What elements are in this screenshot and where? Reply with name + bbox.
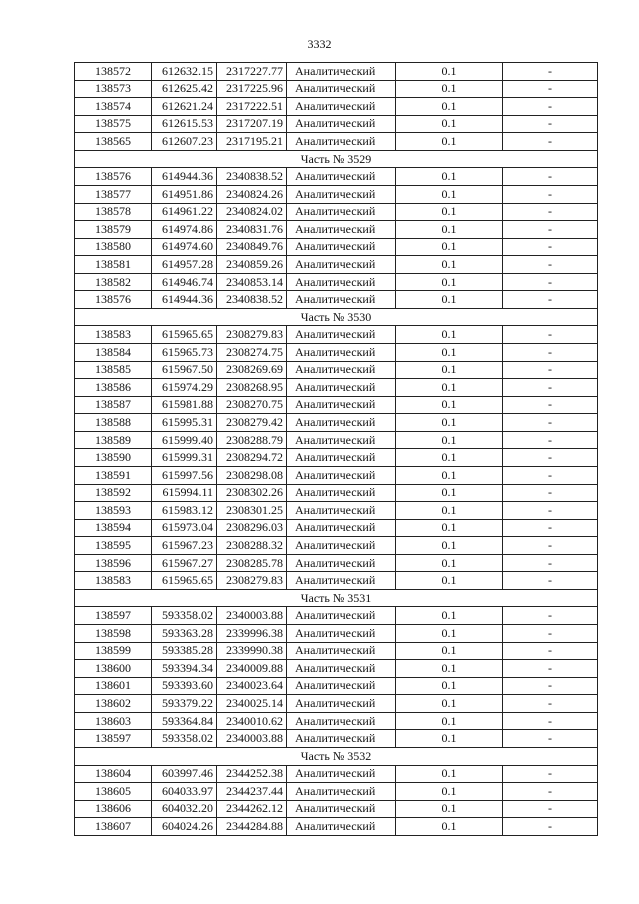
description-cell: - bbox=[503, 203, 598, 221]
y-coordinate-cell: 2344252.38 bbox=[217, 765, 287, 783]
method-cell: Аналитический bbox=[287, 168, 396, 186]
table-row bbox=[75, 203, 598, 221]
method-cell: Аналитический bbox=[287, 98, 396, 116]
method-cell: Аналитический bbox=[287, 344, 396, 362]
description-cell: - bbox=[503, 291, 598, 309]
table-row bbox=[75, 730, 598, 748]
method-cell: Аналитический bbox=[287, 642, 396, 660]
point-number-cell: 138565 bbox=[75, 133, 152, 151]
description-cell: - bbox=[503, 431, 598, 449]
method-cell: Аналитический bbox=[287, 238, 396, 256]
y-coordinate-cell: 2308269.69 bbox=[217, 361, 287, 379]
table-row bbox=[75, 256, 598, 274]
method-cell: Аналитический bbox=[287, 765, 396, 783]
accuracy-cell: 0.1 bbox=[396, 185, 503, 203]
accuracy-cell: 0.1 bbox=[396, 291, 503, 309]
description-cell: - bbox=[503, 800, 598, 818]
description-cell: - bbox=[503, 695, 598, 713]
y-coordinate-cell: 2340831.76 bbox=[217, 221, 287, 239]
x-coordinate-cell: 603997.46 bbox=[152, 765, 217, 783]
accuracy-cell: 0.1 bbox=[396, 168, 503, 186]
x-coordinate-cell: 615965.65 bbox=[152, 326, 217, 344]
accuracy-cell: 0.1 bbox=[396, 203, 503, 221]
x-coordinate-cell: 615981.88 bbox=[152, 396, 217, 414]
accuracy-cell: 0.1 bbox=[396, 256, 503, 274]
x-coordinate-cell: 614974.60 bbox=[152, 238, 217, 256]
y-coordinate-cell: 2339996.38 bbox=[217, 625, 287, 643]
accuracy-cell: 0.1 bbox=[396, 730, 503, 748]
y-coordinate-cell: 2344237.44 bbox=[217, 783, 287, 801]
method-cell: Аналитический bbox=[287, 572, 396, 590]
point-number-cell: 138575 bbox=[75, 115, 152, 133]
x-coordinate-cell: 615974.29 bbox=[152, 379, 217, 397]
method-cell: Аналитический bbox=[287, 449, 396, 467]
method-cell: Аналитический bbox=[287, 554, 396, 572]
accuracy-cell: 0.1 bbox=[396, 484, 503, 502]
method-cell: Аналитический bbox=[287, 221, 396, 239]
description-cell: - bbox=[503, 519, 598, 537]
x-coordinate-cell: 612621.24 bbox=[152, 98, 217, 116]
table-row bbox=[75, 695, 598, 713]
description-cell: - bbox=[503, 642, 598, 660]
table-row bbox=[75, 431, 598, 449]
accuracy-cell: 0.1 bbox=[396, 537, 503, 555]
point-number-cell: 138601 bbox=[75, 677, 152, 695]
accuracy-cell: 0.1 bbox=[396, 238, 503, 256]
method-cell: Аналитический bbox=[287, 519, 396, 537]
x-coordinate-cell: 612607.23 bbox=[152, 133, 217, 151]
point-number-cell: 138595 bbox=[75, 537, 152, 555]
description-cell: - bbox=[503, 660, 598, 678]
table-row bbox=[75, 361, 598, 379]
accuracy-cell: 0.1 bbox=[396, 554, 503, 572]
accuracy-cell: 0.1 bbox=[396, 572, 503, 590]
description-cell: - bbox=[503, 414, 598, 432]
description-cell: - bbox=[503, 818, 598, 836]
y-coordinate-cell: 2308294.72 bbox=[217, 449, 287, 467]
method-cell: Аналитический bbox=[287, 379, 396, 397]
method-cell: Аналитический bbox=[287, 291, 396, 309]
point-number-cell: 138574 bbox=[75, 98, 152, 116]
method-cell: Аналитический bbox=[287, 361, 396, 379]
table-row bbox=[75, 502, 598, 520]
description-cell: - bbox=[503, 185, 598, 203]
point-number-cell: 138592 bbox=[75, 484, 152, 502]
point-number-cell: 138597 bbox=[75, 607, 152, 625]
table-row bbox=[75, 519, 598, 537]
point-number-cell: 138585 bbox=[75, 361, 152, 379]
method-cell: Аналитический bbox=[287, 396, 396, 414]
accuracy-cell: 0.1 bbox=[396, 800, 503, 818]
description-cell: - bbox=[503, 625, 598, 643]
y-coordinate-cell: 2340838.52 bbox=[217, 291, 287, 309]
y-coordinate-cell: 2317195.21 bbox=[217, 133, 287, 151]
table-row bbox=[75, 818, 598, 836]
method-cell: Аналитический bbox=[287, 185, 396, 203]
point-number-cell: 138607 bbox=[75, 818, 152, 836]
method-cell: Аналитический bbox=[287, 273, 396, 291]
section-title: Часть № 3529 bbox=[75, 150, 598, 168]
x-coordinate-cell: 615983.12 bbox=[152, 502, 217, 520]
description-cell: - bbox=[503, 379, 598, 397]
accuracy-cell: 0.1 bbox=[396, 63, 503, 81]
table-row bbox=[75, 607, 598, 625]
description-cell: - bbox=[503, 572, 598, 590]
table-row bbox=[75, 660, 598, 678]
point-number-cell: 138591 bbox=[75, 466, 152, 484]
y-coordinate-cell: 2340849.76 bbox=[217, 238, 287, 256]
table-row bbox=[75, 98, 598, 116]
description-cell: - bbox=[503, 396, 598, 414]
table-row bbox=[75, 80, 598, 98]
x-coordinate-cell: 604024.26 bbox=[152, 818, 217, 836]
y-coordinate-cell: 2317225.96 bbox=[217, 80, 287, 98]
section-header-row bbox=[75, 589, 598, 607]
coordinates-table-body bbox=[75, 63, 598, 836]
description-cell: - bbox=[503, 80, 598, 98]
table-row bbox=[75, 133, 598, 151]
accuracy-cell: 0.1 bbox=[396, 783, 503, 801]
x-coordinate-cell: 612615.53 bbox=[152, 115, 217, 133]
point-number-cell: 138596 bbox=[75, 554, 152, 572]
description-cell: - bbox=[503, 537, 598, 555]
y-coordinate-cell: 2317227.77 bbox=[217, 63, 287, 81]
point-number-cell: 138588 bbox=[75, 414, 152, 432]
y-coordinate-cell: 2308296.03 bbox=[217, 519, 287, 537]
accuracy-cell: 0.1 bbox=[396, 642, 503, 660]
x-coordinate-cell: 615965.73 bbox=[152, 344, 217, 362]
point-number-cell: 138606 bbox=[75, 800, 152, 818]
accuracy-cell: 0.1 bbox=[396, 695, 503, 713]
description-cell: - bbox=[503, 361, 598, 379]
description-cell: - bbox=[503, 98, 598, 116]
table-row bbox=[75, 449, 598, 467]
accuracy-cell: 0.1 bbox=[396, 818, 503, 836]
accuracy-cell: 0.1 bbox=[396, 344, 503, 362]
x-coordinate-cell: 614946.74 bbox=[152, 273, 217, 291]
point-number-cell: 138573 bbox=[75, 80, 152, 98]
method-cell: Аналитический bbox=[287, 115, 396, 133]
section-header-row bbox=[75, 308, 598, 326]
description-cell: - bbox=[503, 677, 598, 695]
method-cell: Аналитический bbox=[287, 414, 396, 432]
description-cell: - bbox=[503, 730, 598, 748]
x-coordinate-cell: 604032.20 bbox=[152, 800, 217, 818]
section-title: Часть № 3532 bbox=[75, 747, 598, 765]
y-coordinate-cell: 2317207.19 bbox=[217, 115, 287, 133]
point-number-cell: 138589 bbox=[75, 431, 152, 449]
description-cell: - bbox=[503, 783, 598, 801]
y-coordinate-cell: 2340003.88 bbox=[217, 730, 287, 748]
point-number-cell: 138586 bbox=[75, 379, 152, 397]
y-coordinate-cell: 2308285.78 bbox=[217, 554, 287, 572]
section-title: Часть № 3530 bbox=[75, 308, 598, 326]
x-coordinate-cell: 615973.04 bbox=[152, 519, 217, 537]
method-cell: Аналитический bbox=[287, 783, 396, 801]
accuracy-cell: 0.1 bbox=[396, 625, 503, 643]
y-coordinate-cell: 2339990.38 bbox=[217, 642, 287, 660]
table-row bbox=[75, 168, 598, 186]
point-number-cell: 138583 bbox=[75, 326, 152, 344]
x-coordinate-cell: 615999.31 bbox=[152, 449, 217, 467]
x-coordinate-cell: 593358.02 bbox=[152, 607, 217, 625]
table-row bbox=[75, 185, 598, 203]
accuracy-cell: 0.1 bbox=[396, 115, 503, 133]
method-cell: Аналитический bbox=[287, 326, 396, 344]
section-title: Часть № 3531 bbox=[75, 589, 598, 607]
accuracy-cell: 0.1 bbox=[396, 414, 503, 432]
method-cell: Аналитический bbox=[287, 256, 396, 274]
x-coordinate-cell: 615967.27 bbox=[152, 554, 217, 572]
y-coordinate-cell: 2340003.88 bbox=[217, 607, 287, 625]
x-coordinate-cell: 612632.15 bbox=[152, 63, 217, 81]
accuracy-cell: 0.1 bbox=[396, 466, 503, 484]
point-number-cell: 138576 bbox=[75, 168, 152, 186]
method-cell: Аналитический bbox=[287, 537, 396, 555]
x-coordinate-cell: 604033.97 bbox=[152, 783, 217, 801]
y-coordinate-cell: 2340838.52 bbox=[217, 168, 287, 186]
y-coordinate-cell: 2340824.26 bbox=[217, 185, 287, 203]
coordinates-table bbox=[74, 62, 598, 836]
accuracy-cell: 0.1 bbox=[396, 361, 503, 379]
table-row bbox=[75, 238, 598, 256]
method-cell: Аналитический bbox=[287, 80, 396, 98]
y-coordinate-cell: 2308288.79 bbox=[217, 431, 287, 449]
method-cell: Аналитический bbox=[287, 203, 396, 221]
point-number-cell: 138572 bbox=[75, 63, 152, 81]
table-row bbox=[75, 273, 598, 291]
table-row bbox=[75, 765, 598, 783]
accuracy-cell: 0.1 bbox=[396, 221, 503, 239]
point-number-cell: 138600 bbox=[75, 660, 152, 678]
description-cell: - bbox=[503, 502, 598, 520]
table-row bbox=[75, 625, 598, 643]
y-coordinate-cell: 2308288.32 bbox=[217, 537, 287, 555]
x-coordinate-cell: 593393.60 bbox=[152, 677, 217, 695]
method-cell: Аналитический bbox=[287, 660, 396, 678]
table-row bbox=[75, 466, 598, 484]
point-number-cell: 138599 bbox=[75, 642, 152, 660]
x-coordinate-cell: 614944.36 bbox=[152, 168, 217, 186]
description-cell: - bbox=[503, 115, 598, 133]
description-cell: - bbox=[503, 607, 598, 625]
table-row bbox=[75, 783, 598, 801]
table-row bbox=[75, 712, 598, 730]
point-number-cell: 138603 bbox=[75, 712, 152, 730]
point-number-cell: 138578 bbox=[75, 203, 152, 221]
accuracy-cell: 0.1 bbox=[396, 712, 503, 730]
point-number-cell: 138577 bbox=[75, 185, 152, 203]
table-row bbox=[75, 115, 598, 133]
table-row bbox=[75, 572, 598, 590]
x-coordinate-cell: 615995.31 bbox=[152, 414, 217, 432]
table-row bbox=[75, 379, 598, 397]
table-row bbox=[75, 63, 598, 81]
method-cell: Аналитический bbox=[287, 484, 396, 502]
point-number-cell: 138602 bbox=[75, 695, 152, 713]
table-row bbox=[75, 221, 598, 239]
description-cell: - bbox=[503, 168, 598, 186]
section-header-row bbox=[75, 150, 598, 168]
description-cell: - bbox=[503, 765, 598, 783]
x-coordinate-cell: 615997.56 bbox=[152, 466, 217, 484]
accuracy-cell: 0.1 bbox=[396, 607, 503, 625]
y-coordinate-cell: 2308301.25 bbox=[217, 502, 287, 520]
x-coordinate-cell: 614961.22 bbox=[152, 203, 217, 221]
method-cell: Аналитический bbox=[287, 730, 396, 748]
y-coordinate-cell: 2308270.75 bbox=[217, 396, 287, 414]
y-coordinate-cell: 2308302.26 bbox=[217, 484, 287, 502]
x-coordinate-cell: 614957.28 bbox=[152, 256, 217, 274]
description-cell: - bbox=[503, 326, 598, 344]
point-number-cell: 138604 bbox=[75, 765, 152, 783]
accuracy-cell: 0.1 bbox=[396, 396, 503, 414]
accuracy-cell: 0.1 bbox=[396, 765, 503, 783]
x-coordinate-cell: 615967.50 bbox=[152, 361, 217, 379]
description-cell: - bbox=[503, 133, 598, 151]
description-cell: - bbox=[503, 449, 598, 467]
point-number-cell: 138598 bbox=[75, 625, 152, 643]
method-cell: Аналитический bbox=[287, 800, 396, 818]
description-cell: - bbox=[503, 273, 598, 291]
accuracy-cell: 0.1 bbox=[396, 431, 503, 449]
point-number-cell: 138579 bbox=[75, 221, 152, 239]
point-number-cell: 138582 bbox=[75, 273, 152, 291]
point-number-cell: 138605 bbox=[75, 783, 152, 801]
y-coordinate-cell: 2308268.95 bbox=[217, 379, 287, 397]
accuracy-cell: 0.1 bbox=[396, 449, 503, 467]
accuracy-cell: 0.1 bbox=[396, 379, 503, 397]
y-coordinate-cell: 2344284.88 bbox=[217, 818, 287, 836]
table-row bbox=[75, 677, 598, 695]
y-coordinate-cell: 2344262.12 bbox=[217, 800, 287, 818]
accuracy-cell: 0.1 bbox=[396, 98, 503, 116]
y-coordinate-cell: 2308298.08 bbox=[217, 466, 287, 484]
accuracy-cell: 0.1 bbox=[396, 326, 503, 344]
y-coordinate-cell: 2340023.64 bbox=[217, 677, 287, 695]
point-number-cell: 138580 bbox=[75, 238, 152, 256]
y-coordinate-cell: 2308279.42 bbox=[217, 414, 287, 432]
description-cell: - bbox=[503, 63, 598, 81]
x-coordinate-cell: 614974.86 bbox=[152, 221, 217, 239]
method-cell: Аналитический bbox=[287, 677, 396, 695]
y-coordinate-cell: 2340859.26 bbox=[217, 256, 287, 274]
method-cell: Аналитический bbox=[287, 431, 396, 449]
method-cell: Аналитический bbox=[287, 133, 396, 151]
table-row bbox=[75, 800, 598, 818]
method-cell: Аналитический bbox=[287, 818, 396, 836]
point-number-cell: 138587 bbox=[75, 396, 152, 414]
method-cell: Аналитический bbox=[287, 695, 396, 713]
x-coordinate-cell: 615994.11 bbox=[152, 484, 217, 502]
y-coordinate-cell: 2308274.75 bbox=[217, 344, 287, 362]
method-cell: Аналитический bbox=[287, 502, 396, 520]
description-cell: - bbox=[503, 712, 598, 730]
y-coordinate-cell: 2340009.88 bbox=[217, 660, 287, 678]
description-cell: - bbox=[503, 554, 598, 572]
point-number-cell: 138584 bbox=[75, 344, 152, 362]
x-coordinate-cell: 593358.02 bbox=[152, 730, 217, 748]
description-cell: - bbox=[503, 466, 598, 484]
accuracy-cell: 0.1 bbox=[396, 677, 503, 695]
page-number: 3332 bbox=[307, 37, 332, 51]
y-coordinate-cell: 2308279.83 bbox=[217, 326, 287, 344]
point-number-cell: 138597 bbox=[75, 730, 152, 748]
accuracy-cell: 0.1 bbox=[396, 660, 503, 678]
x-coordinate-cell: 593379.22 bbox=[152, 695, 217, 713]
description-cell: - bbox=[503, 484, 598, 502]
table-row bbox=[75, 537, 598, 555]
point-number-cell: 138576 bbox=[75, 291, 152, 309]
accuracy-cell: 0.1 bbox=[396, 80, 503, 98]
accuracy-cell: 0.1 bbox=[396, 273, 503, 291]
table-row bbox=[75, 554, 598, 572]
description-cell: - bbox=[503, 221, 598, 239]
point-number-cell: 138583 bbox=[75, 572, 152, 590]
table-row bbox=[75, 326, 598, 344]
x-coordinate-cell: 593385.28 bbox=[152, 642, 217, 660]
y-coordinate-cell: 2340010.62 bbox=[217, 712, 287, 730]
table-row bbox=[75, 344, 598, 362]
table-row bbox=[75, 642, 598, 660]
y-coordinate-cell: 2340824.02 bbox=[217, 203, 287, 221]
x-coordinate-cell: 615965.65 bbox=[152, 572, 217, 590]
method-cell: Аналитический bbox=[287, 63, 396, 81]
table-row bbox=[75, 414, 598, 432]
y-coordinate-cell: 2317222.51 bbox=[217, 98, 287, 116]
description-cell: - bbox=[503, 238, 598, 256]
table-row bbox=[75, 291, 598, 309]
point-number-cell: 138593 bbox=[75, 502, 152, 520]
y-coordinate-cell: 2308279.83 bbox=[217, 572, 287, 590]
method-cell: Аналитический bbox=[287, 607, 396, 625]
method-cell: Аналитический bbox=[287, 712, 396, 730]
point-number-cell: 138581 bbox=[75, 256, 152, 274]
x-coordinate-cell: 593394.34 bbox=[152, 660, 217, 678]
x-coordinate-cell: 593364.84 bbox=[152, 712, 217, 730]
y-coordinate-cell: 2340853.14 bbox=[217, 273, 287, 291]
description-cell: - bbox=[503, 344, 598, 362]
x-coordinate-cell: 593363.28 bbox=[152, 625, 217, 643]
description-cell: - bbox=[503, 256, 598, 274]
accuracy-cell: 0.1 bbox=[396, 133, 503, 151]
x-coordinate-cell: 614944.36 bbox=[152, 291, 217, 309]
accuracy-cell: 0.1 bbox=[396, 519, 503, 537]
x-coordinate-cell: 615999.40 bbox=[152, 431, 217, 449]
x-coordinate-cell: 614951.86 bbox=[152, 185, 217, 203]
table-row bbox=[75, 396, 598, 414]
y-coordinate-cell: 2340025.14 bbox=[217, 695, 287, 713]
x-coordinate-cell: 615967.23 bbox=[152, 537, 217, 555]
section-header-row bbox=[75, 747, 598, 765]
table-row bbox=[75, 484, 598, 502]
method-cell: Аналитический bbox=[287, 466, 396, 484]
point-number-cell: 138594 bbox=[75, 519, 152, 537]
point-number-cell: 138590 bbox=[75, 449, 152, 467]
x-coordinate-cell: 612625.42 bbox=[152, 80, 217, 98]
accuracy-cell: 0.1 bbox=[396, 502, 503, 520]
method-cell: Аналитический bbox=[287, 625, 396, 643]
